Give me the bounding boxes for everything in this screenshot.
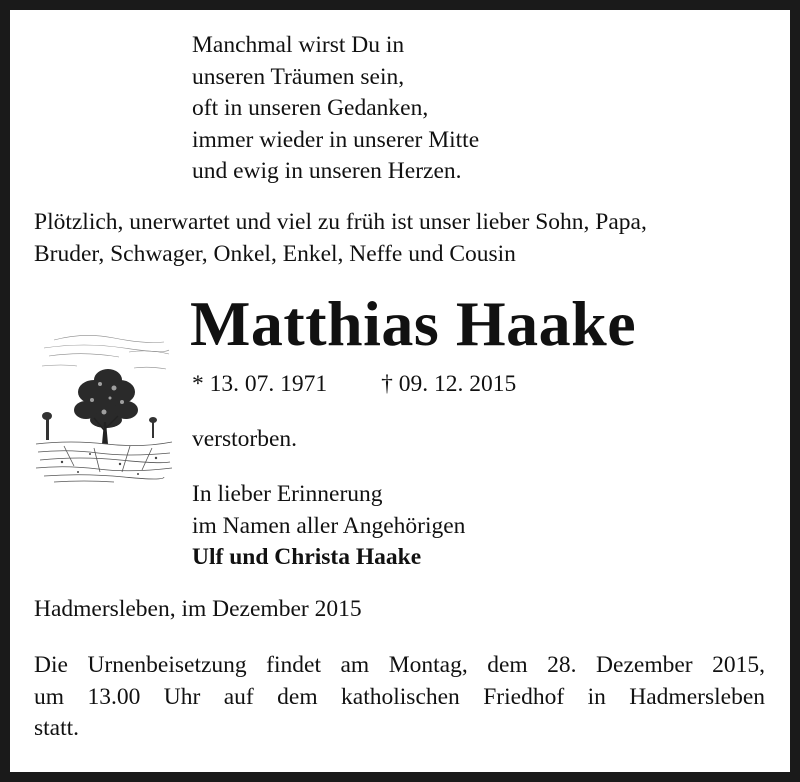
burial-line: um 13.00 Uhr auf dem katholischen Friedhof in Hadmersleben — [34, 683, 765, 710]
life-dates — [192, 368, 516, 400]
verse-line: oft in unseren Gedanken, — [192, 95, 429, 122]
verse-line: immer wieder in unserer Mitte — [192, 126, 480, 153]
memory-line: im Namen aller Angehörigen — [192, 512, 466, 539]
tree-landscape-icon — [34, 322, 174, 487]
burial-line: Die Urnenbeisetzung findet am Montag, dem 28. Dezember 2015, — [34, 652, 765, 678]
intro-line: Plötzlich, unerwartet und viel zu früh ist unser lieber Sohn, Papa, — [34, 209, 647, 235]
place-date: Hadmersleben, im Dezember 2015 — [34, 596, 362, 622]
verse-line: unseren Träumen sein, — [192, 63, 405, 90]
verse-line: und ewig in unseren Herzen. — [192, 158, 462, 185]
burial-line: statt. — [34, 715, 80, 742]
signers: Ulf und Christa Haake — [192, 544, 422, 571]
intro-text — [34, 207, 647, 270]
burial-notice — [34, 650, 765, 745]
memory-line: In lieber Erinnerung — [192, 481, 383, 507]
verse — [192, 30, 479, 188]
deceased-name: Matthias Haake — [190, 288, 637, 359]
birth-date: * 13. 07. 1971 — [192, 371, 328, 397]
intro-line: Bruder, Schwager, Onkel, Enkel, Neffe und Cousin — [34, 240, 516, 267]
death-date: † 09. 12. 2015 — [381, 371, 517, 397]
memory-block — [192, 479, 465, 574]
status-word: verstorben. — [192, 426, 298, 452]
verse-line: Manchmal wirst Du in — [192, 32, 405, 58]
